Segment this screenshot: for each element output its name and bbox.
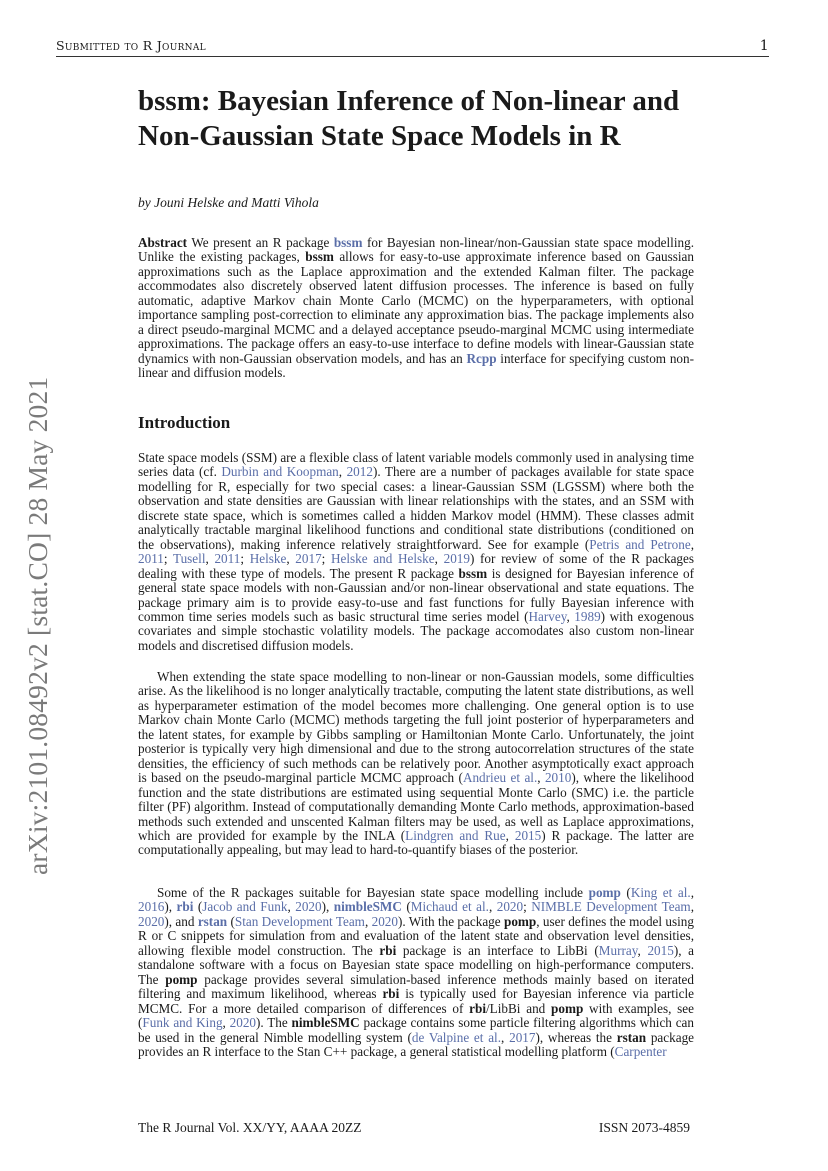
citation-link[interactable]: King et al. (630, 885, 691, 900)
text: ), and (164, 913, 198, 929)
citation-link[interactable]: 1989 (574, 608, 601, 624)
text: State space models (SSM) are a flexible class of latent variable models commonly used in analysing time series data (cf. (138, 450, 694, 480)
citation-link[interactable]: Harvey (528, 608, 567, 624)
citation-link[interactable]: 2020 (295, 899, 322, 915)
text: ; (321, 551, 331, 567)
abstract (138, 236, 694, 381)
text: ; (240, 551, 250, 567)
text: , (434, 551, 444, 567)
citation-link[interactable]: 2012 (346, 464, 373, 480)
text: Some of the R packages suitable for Bayesian state space modelling include (157, 885, 589, 900)
abstract-label: Abstract (138, 235, 188, 250)
issn: ISSN 2073-4859 (598, 1120, 690, 1135)
text: is designed for Bayesian inference of general state space models with non-Gaussian and/or non-linear observational and state equations. The package primary aim is to provide easy-to-use and fast functions for fully Bayesian inference with common time series models such as basic structural time series model ( (138, 565, 694, 624)
package-link-rcpp[interactable]: Rcpp (466, 350, 497, 366)
citation-link[interactable]: Murray (598, 942, 638, 958)
citation-link[interactable]: de Valpine et al. (411, 1029, 502, 1045)
abstract-text: for Bayesian non-linear/non-Gaussian state space modelling. Unlike the existing packages, (138, 235, 694, 265)
citation-link[interactable]: Lindgren and Rue (405, 827, 506, 843)
abstract-text: We present an R package (187, 235, 334, 250)
text: is typically used for Bayesian inference via particle MCMC. For a more detailed comparison of differences of (138, 986, 694, 1016)
text: ; (163, 551, 173, 567)
package-name: bssm (458, 565, 488, 581)
citation-link[interactable]: Jacob and Funk (202, 899, 288, 915)
package-name: rbi (379, 942, 397, 958)
citation-link[interactable]: Carpenter (614, 1043, 667, 1059)
package-name: pomp (503, 913, 537, 929)
package-link-rbi[interactable]: rbi (176, 899, 194, 915)
citation-link[interactable]: Helske (249, 551, 287, 567)
citation-link[interactable]: 2019 (443, 551, 470, 567)
package-name: pomp (165, 971, 198, 987)
text: ), a standalone software with a focus on Bayesian state space modelling on high-performance computers. The (138, 942, 695, 987)
text: ). With the package (397, 913, 504, 929)
text: , (566, 608, 575, 624)
text: ( (620, 885, 631, 900)
citation-link[interactable]: 2017 (295, 551, 322, 567)
text: , (488, 899, 497, 915)
abstract-text: allows for easy-to-use approximate inference based on Gaussian approximations such as the Laplace approximation and the extended Kalman filter. The package accommodates also discretely observed latent diffusion processes. The inference is based on fully automatic, adaptive Markov chain Monte Carlo (MCMC) on the hyperparameters, with optional importance sampling post-correction to eliminate any approximation bias. The package implements also a direct pseudo-marginal MCMC and a delayed acceptance pseudo-marginal MCMC using intermediate approximations. The package offers an easy-to-use interface to define models with linear-Gaussian state dynamics with non-Gaussian observation models, and has an (138, 249, 694, 366)
citation-link[interactable]: Durbin and Koopman (221, 464, 339, 480)
citation-link[interactable]: NIMBLE Development Team (531, 899, 691, 915)
text: ( (227, 913, 235, 929)
package-name: rbi (469, 1000, 486, 1016)
text: , (287, 899, 296, 915)
text: package is an interface to LibBi ( (396, 942, 599, 958)
text: ), (164, 899, 177, 915)
text: /LibBi and (486, 1000, 552, 1016)
text: ), where the likelihood function and the state distributions are estimated using sequential Monte Carlo (SMC) i.e. the particle filter (PF) algorithm. Instead of computationally demanding Monte Carlo methods, approximation-based methods such extended and unscented Kalman filters may be used, as well as Laplace approximations, which are provided for example by the INLA ( (138, 770, 694, 843)
package-name: rbi (382, 986, 400, 1002)
citation-link[interactable]: Funk and King (142, 1015, 223, 1031)
citation-link[interactable]: 2015 (514, 827, 542, 843)
package-name: rstan (616, 1029, 647, 1045)
citation-link[interactable]: 2020 (229, 1015, 256, 1031)
text: ) with exogenous covariates and simple stochastic volatility models. The package accomodates also custom non-linear models and discretised diffusion models. (138, 608, 694, 653)
text: , user defines the model using R or C snippets for simulation from and evaluation of the latent state and observation level densities, allowing flexible model construction. The (138, 913, 694, 958)
text: ). There are a number of packages available for state space modelling for R, especially for two special cases: a linear-Gaussian SSM (LGSSM) where both the observation and state densities are Gaussian with linear relationships with the states, and an SSM with discrete state space, which is sometimes called a hidden Markov model (HMM). These classes admit analytically tractable marginal likelihood functions and conditional state distributions (conditioned on the observations), making inference relatively straightforward. See for example ( (138, 464, 694, 552)
text: , (338, 464, 347, 480)
intro-paragraph-2 (138, 670, 694, 858)
package-name: bssm (305, 249, 334, 265)
text: , (222, 1015, 230, 1031)
text: , (690, 899, 694, 915)
citation-link[interactable]: 2011 (138, 551, 164, 567)
text: , (637, 942, 648, 958)
package-name: nimbleSMC (291, 1015, 360, 1031)
text: ), whereas the (535, 1029, 617, 1045)
package-link-pomp[interactable]: pomp (588, 885, 621, 900)
citation-link[interactable]: 2020 (371, 913, 398, 929)
citation-link[interactable]: Helske and Helske (331, 551, 435, 567)
text: ). The (256, 1015, 292, 1031)
text: , (205, 551, 215, 567)
arxiv-identifier-stamp: arXiv:2101.08492v2 [stat.CO] 28 May 2021 (22, 376, 53, 875)
abstract-text: interface for specifying custom non-linear and diffusion models. (138, 350, 694, 381)
citation-link[interactable]: 2011 (214, 551, 241, 567)
text: , (537, 770, 545, 786)
text: When extending the state space modelling to non-linear or non-Gaussian models, some difficulties arise. As the likelihood is no longer analytically tractable, computing the latent state distributions, as well as hyperparameter estimation of the model becomes more challenging. One general option is to use Markov chain Monte Carlo (MCMC) methods targeting the full joint posterior of hyperparameters and the latent states, for example by Gibbs sampling or Hamiltonian Monte Carlo. Unfortunately, the joint posterior is typically very high dimensional and due to the strong autocorrelation structures of the state densities, the efficiency of such methods can be relatively poor. Another asymptotically exact approach is based on the pseudo-marginal particle MCMC approach ( (138, 669, 694, 786)
text: , (690, 536, 694, 552)
citation-link[interactable]: Tusell (172, 551, 206, 567)
text: ) R package. The latter are computationally appealing, but may lead to hard-to-quantify biases of the posterior. (138, 827, 695, 858)
text: , (286, 551, 296, 567)
page-footer (138, 1120, 690, 1136)
text: ) for review of some of the R packages dealing with these type of models. The present R package (138, 551, 695, 581)
text: package provides several simulation-based inference methods mainly based on iterated filtering and maximum likelihood, whereas (138, 971, 694, 1002)
section-heading-introduction: Introduction (138, 413, 231, 432)
text: with examples, see ( (138, 1000, 694, 1031)
citation-link[interactable]: Stan Development Team (234, 913, 365, 929)
citation-link[interactable]: 2020 (138, 913, 165, 929)
text: ), (321, 899, 334, 915)
text: , (690, 885, 694, 900)
text: ; (523, 899, 532, 915)
page-number: 1 (759, 38, 769, 54)
authors-line: by Jouni Helske and Matti Vihola (138, 195, 319, 210)
citation-link[interactable]: Petris and Petrone (589, 536, 691, 552)
text: package contains some particle filtering algorithms which can be used in the general Nimble modelling system ( (138, 1015, 694, 1045)
paper-title: bssm: Bayesian Inference of Non-linear and Non-Gaussian State Space Models in R (138, 85, 680, 152)
intro-paragraph-1 (138, 451, 694, 653)
text: package provides an R interface to the Stan C++ package, a general statistical modelling platform ( (138, 1029, 695, 1059)
intro-paragraph-3 (138, 886, 694, 1059)
package-link-rstan[interactable]: rstan (197, 913, 228, 929)
package-link-bssm[interactable]: bssm (333, 235, 363, 250)
running-head (56, 38, 769, 57)
text: ( (193, 899, 203, 915)
text: , (505, 827, 515, 843)
citation-link[interactable]: 2017 (509, 1029, 536, 1045)
citation-link[interactable]: 2010 (544, 770, 572, 786)
citation-link[interactable]: Andrieu et al. (462, 770, 538, 786)
journal-running-title: Submitted to R Journal (56, 38, 206, 53)
text: , (501, 1029, 510, 1045)
package-name: pomp (551, 1000, 584, 1016)
citation-link[interactable]: 2015 (647, 942, 674, 958)
citation-link[interactable]: Michaud et al. (410, 899, 489, 915)
journal-volume: The R Journal Vol. XX/YY, AAAA 20ZZ (138, 1120, 362, 1135)
citation-link[interactable]: 2016 (138, 899, 165, 915)
text: ( (401, 899, 411, 915)
citation-link[interactable]: 2020 (496, 899, 524, 915)
package-link-nimblesmc[interactable]: nimbleSMC (333, 899, 402, 915)
text: , (364, 913, 372, 929)
